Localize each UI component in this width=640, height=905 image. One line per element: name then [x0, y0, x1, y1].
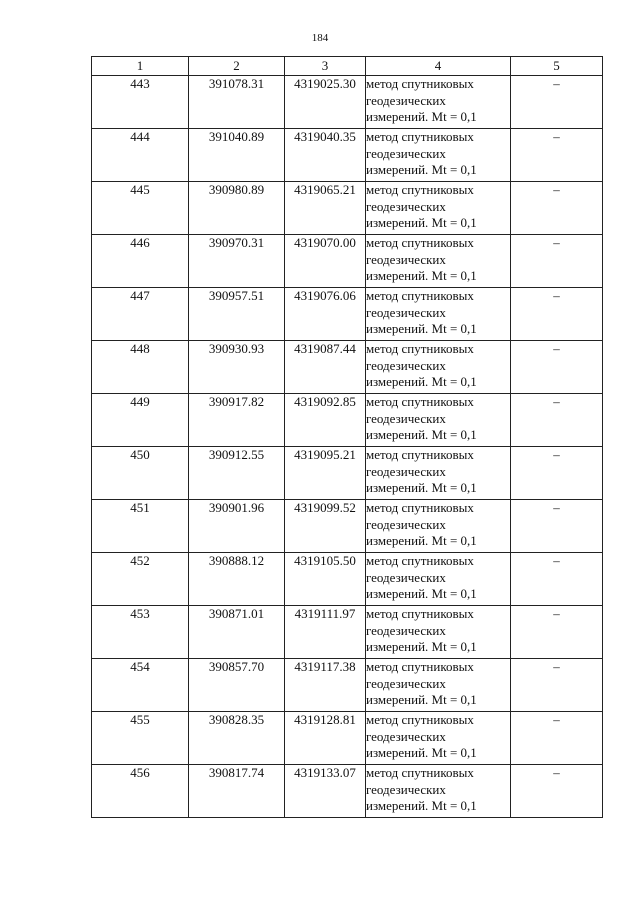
x-coordinate-cell: 390828.35 — [189, 712, 285, 765]
page-number: 184 — [311, 32, 329, 44]
point-number-cell: 454 — [92, 659, 189, 712]
point-number-cell: 455 — [92, 712, 189, 765]
method-text-line: измерений. Mt = 0,1 — [366, 480, 477, 495]
note-cell: – — [511, 394, 603, 447]
x-coordinate-cell: 390888.12 — [189, 553, 285, 606]
table-row — [92, 235, 603, 288]
y-coordinate-cell: 4319087.44 — [285, 341, 366, 394]
method-cell — [366, 553, 511, 606]
method-cell — [366, 341, 511, 394]
method-cell — [366, 659, 511, 712]
method-text-line: измерений. Mt = 0,1 — [366, 268, 477, 283]
x-coordinate-cell: 390817.74 — [189, 765, 285, 818]
method-cell — [366, 765, 511, 818]
table-row — [92, 341, 603, 394]
y-coordinate-cell: 4319040.35 — [285, 129, 366, 182]
method-text-line: геодезических — [366, 463, 446, 479]
method-cell — [366, 606, 511, 659]
method-text-line: метод спутниковых — [366, 659, 474, 674]
header-row — [92, 57, 603, 76]
table-row — [92, 288, 603, 341]
method-text-line: геодезических — [366, 622, 446, 638]
method-text-line: метод спутниковых — [366, 182, 474, 197]
table-row — [92, 659, 603, 712]
method-text-line: геодезических — [366, 516, 446, 532]
note-cell: – — [511, 712, 603, 765]
table-row — [92, 129, 603, 182]
table-row — [92, 765, 603, 818]
method-text-line: метод спутниковых — [366, 553, 474, 568]
method-cell — [366, 394, 511, 447]
y-coordinate-cell: 4319099.52 — [285, 500, 366, 553]
method-text-line: геодезических — [366, 198, 446, 214]
method-text-line: геодезических — [366, 304, 446, 320]
y-coordinate-cell: 4319076.06 — [285, 288, 366, 341]
table-row — [92, 553, 603, 606]
x-coordinate-cell: 390871.01 — [189, 606, 285, 659]
note-cell: – — [511, 288, 603, 341]
y-coordinate-cell: 4319105.50 — [285, 553, 366, 606]
note-cell: – — [511, 341, 603, 394]
method-text-line: измерений. Mt = 0,1 — [366, 533, 477, 548]
method-text-line: метод спутниковых — [366, 447, 474, 462]
x-coordinate-cell: 390901.96 — [189, 500, 285, 553]
method-cell — [366, 500, 511, 553]
method-text-line: геодезических — [366, 410, 446, 426]
x-coordinate-cell: 390930.93 — [189, 341, 285, 394]
note-cell: – — [511, 606, 603, 659]
method-text-line: метод спутниковых — [366, 606, 474, 621]
method-cell — [366, 447, 511, 500]
note-cell: – — [511, 447, 603, 500]
method-text-line: геодезических — [366, 569, 446, 585]
method-text-line: метод спутниковых — [366, 500, 474, 515]
method-text-line: геодезических — [366, 781, 446, 797]
y-coordinate-cell: 4319092.85 — [285, 394, 366, 447]
point-number-cell: 449 — [92, 394, 189, 447]
x-coordinate-cell: 390917.82 — [189, 394, 285, 447]
point-number-cell: 456 — [92, 765, 189, 818]
point-number-cell: 453 — [92, 606, 189, 659]
table-row — [92, 712, 603, 765]
method-text-line: измерений. Mt = 0,1 — [366, 745, 477, 760]
method-text-line: измерений. Mt = 0,1 — [366, 798, 477, 813]
header-col-3: 3 — [285, 57, 366, 76]
table-row — [92, 500, 603, 553]
point-number-cell: 446 — [92, 235, 189, 288]
point-number-cell: 450 — [92, 447, 189, 500]
method-text-line: геодезических — [366, 675, 446, 691]
note-cell: – — [511, 765, 603, 818]
y-coordinate-cell: 4319111.97 — [285, 606, 366, 659]
y-coordinate-cell: 4319133.07 — [285, 765, 366, 818]
header-col-4: 4 — [366, 57, 511, 76]
method-text-line: геодезических — [366, 251, 446, 267]
method-cell — [366, 76, 511, 129]
header-col-1: 1 — [92, 57, 189, 76]
table-row — [92, 447, 603, 500]
method-text-line: метод спутниковых — [366, 712, 474, 727]
y-coordinate-cell: 4319025.30 — [285, 76, 366, 129]
method-text-line: измерений. Mt = 0,1 — [366, 586, 477, 601]
point-number-cell: 443 — [92, 76, 189, 129]
y-coordinate-cell: 4319128.81 — [285, 712, 366, 765]
method-text-line: метод спутниковых — [366, 129, 474, 144]
x-coordinate-cell: 391040.89 — [189, 129, 285, 182]
method-cell — [366, 712, 511, 765]
y-coordinate-cell: 4319070.00 — [285, 235, 366, 288]
method-text-line: измерений. Mt = 0,1 — [366, 162, 477, 177]
method-text-line: геодезических — [366, 92, 446, 108]
method-text-line: метод спутниковых — [366, 341, 474, 356]
x-coordinate-cell: 390857.70 — [189, 659, 285, 712]
method-text-line: измерений. Mt = 0,1 — [366, 109, 477, 124]
method-text-line: геодезических — [366, 145, 446, 161]
table-row — [92, 182, 603, 235]
coordinates-table — [91, 56, 603, 818]
method-text-line: метод спутниковых — [366, 288, 474, 303]
method-text-line: измерений. Mt = 0,1 — [366, 427, 477, 442]
header-col-2: 2 — [189, 57, 285, 76]
note-cell: – — [511, 500, 603, 553]
method-text-line: метод спутниковых — [366, 76, 474, 91]
method-text-line: метод спутниковых — [366, 765, 474, 780]
point-number-cell: 452 — [92, 553, 189, 606]
method-text-line: метод спутниковых — [366, 235, 474, 250]
method-text-line: геодезических — [366, 728, 446, 744]
method-cell — [366, 288, 511, 341]
method-cell — [366, 182, 511, 235]
method-text-line: геодезических — [366, 357, 446, 373]
method-text-line: измерений. Mt = 0,1 — [366, 321, 477, 336]
x-coordinate-cell: 390980.89 — [189, 182, 285, 235]
note-cell: – — [511, 182, 603, 235]
y-coordinate-cell: 4319065.21 — [285, 182, 366, 235]
note-cell: – — [511, 76, 603, 129]
method-text-line: метод спутниковых — [366, 394, 474, 409]
point-number-cell: 448 — [92, 341, 189, 394]
x-coordinate-cell: 390957.51 — [189, 288, 285, 341]
y-coordinate-cell: 4319117.38 — [285, 659, 366, 712]
note-cell: – — [511, 553, 603, 606]
point-number-cell: 447 — [92, 288, 189, 341]
table-header — [92, 57, 603, 76]
note-cell: – — [511, 129, 603, 182]
method-text-line: измерений. Mt = 0,1 — [366, 639, 477, 654]
note-cell: – — [511, 235, 603, 288]
x-coordinate-cell: 391078.31 — [189, 76, 285, 129]
method-cell — [366, 129, 511, 182]
method-text-line: измерений. Mt = 0,1 — [366, 692, 477, 707]
method-cell — [366, 235, 511, 288]
method-text-line: измерений. Mt = 0,1 — [366, 215, 477, 230]
table-body — [92, 76, 603, 818]
table-row — [92, 76, 603, 129]
table-row — [92, 606, 603, 659]
y-coordinate-cell: 4319095.21 — [285, 447, 366, 500]
point-number-cell: 445 — [92, 182, 189, 235]
table-row — [92, 394, 603, 447]
note-cell: – — [511, 659, 603, 712]
point-number-cell: 451 — [92, 500, 189, 553]
header-col-5: 5 — [511, 57, 603, 76]
x-coordinate-cell: 390970.31 — [189, 235, 285, 288]
method-text-line: измерений. Mt = 0,1 — [366, 374, 477, 389]
point-number-cell: 444 — [92, 129, 189, 182]
x-coordinate-cell: 390912.55 — [189, 447, 285, 500]
